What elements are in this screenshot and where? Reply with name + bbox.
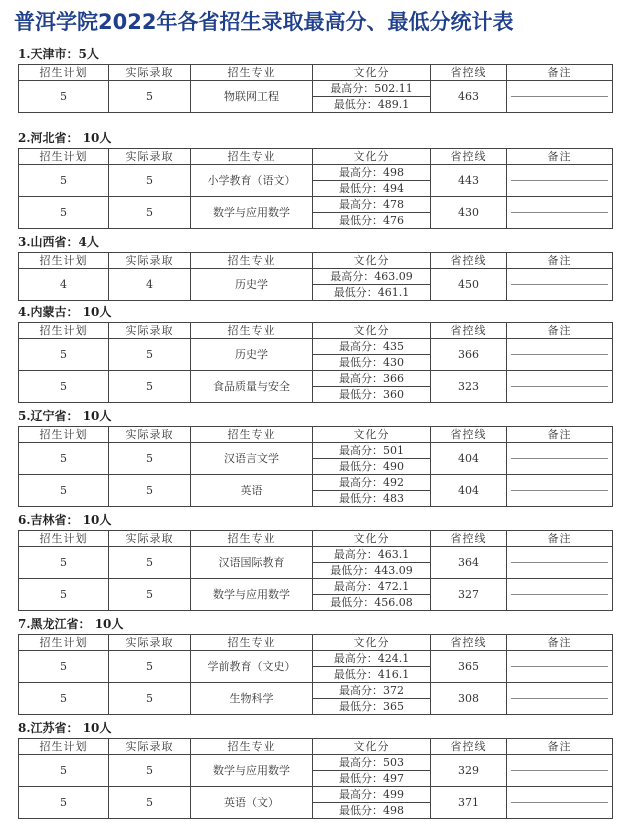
plan-header: 招生计划: [19, 149, 109, 165]
admitted-cell: 5: [109, 443, 191, 475]
control-line-header: 省控线: [431, 427, 507, 443]
note-divider: [511, 212, 608, 213]
max-score-cell: 最高分：463.1: [313, 547, 431, 563]
min-score-cell: 最低分：456.08: [313, 595, 431, 611]
admitted-cell: 5: [109, 165, 191, 197]
max-score-cell: 最高分：366: [313, 371, 431, 387]
province-section: [18, 719, 612, 819]
admitted-header: 实际录取: [109, 65, 191, 81]
min-score-cell: 最低分：430: [313, 355, 431, 371]
plan-cell: 4: [19, 269, 109, 301]
max-score-cell: 最高分：478: [313, 197, 431, 213]
admission-table: [18, 426, 613, 507]
control-line-cell: 404: [431, 475, 507, 507]
major-header: 招生专业: [191, 149, 313, 165]
min-score-cell: 最低分：365: [313, 699, 431, 715]
plan-cell: 5: [19, 165, 109, 197]
min-score-cell: 最低分：476: [313, 213, 431, 229]
admitted-header: 实际录取: [109, 531, 191, 547]
min-score-cell: 最低分：461.1: [313, 285, 431, 301]
score-header: 文化分: [313, 635, 431, 651]
admission-table: [18, 322, 613, 403]
admitted-header: 实际录取: [109, 323, 191, 339]
admitted-cell: 5: [109, 475, 191, 507]
note-header: 备注: [507, 65, 613, 81]
min-score-cell: 最低分：483: [313, 491, 431, 507]
major-cell: 生物科学: [191, 683, 313, 715]
min-score-cell: 最低分：497: [313, 771, 431, 787]
max-score-cell: 最高分：499: [313, 787, 431, 803]
control-line-header: 省控线: [431, 253, 507, 269]
control-line-cell: 404: [431, 443, 507, 475]
table-row: [19, 197, 613, 213]
note-cell: [507, 755, 613, 787]
note-header: 备注: [507, 635, 613, 651]
max-score-cell: 最高分：503: [313, 755, 431, 771]
score-header: 文化分: [313, 65, 431, 81]
admission-table: [18, 64, 613, 113]
major-header: 招生专业: [191, 635, 313, 651]
max-score-cell: 最高分：498: [313, 165, 431, 181]
major-cell: 学前教育（文史）: [191, 651, 313, 683]
table-header-row: [19, 65, 613, 81]
table-row: [19, 755, 613, 771]
min-score-cell: 最低分：494: [313, 181, 431, 197]
control-line-cell: 443: [431, 165, 507, 197]
score-header: 文化分: [313, 149, 431, 165]
major-cell: 英语（文）: [191, 787, 313, 819]
table-header-row: [19, 253, 613, 269]
plan-cell: 5: [19, 683, 109, 715]
admitted-cell: 5: [109, 371, 191, 403]
major-cell: 数学与应用数学: [191, 197, 313, 229]
admission-table: [18, 252, 613, 301]
section-title: 4.内蒙古： 10人: [18, 305, 112, 319]
note-divider: [511, 354, 608, 355]
max-score-cell: 最高分：372: [313, 683, 431, 699]
note-divider: [511, 284, 608, 285]
plan-cell: 5: [19, 197, 109, 229]
section-title: 1.天津市：5人: [18, 47, 99, 61]
note-header: 备注: [507, 531, 613, 547]
admitted-header: 实际录取: [109, 253, 191, 269]
control-line-header: 省控线: [431, 531, 507, 547]
admitted-cell: 5: [109, 81, 191, 113]
min-score-cell: 最低分：416.1: [313, 667, 431, 683]
plan-header: 招生计划: [19, 65, 109, 81]
section-title: 7.黑龙江省： 10人: [18, 617, 124, 631]
table-row: [19, 651, 613, 667]
control-line-cell: 430: [431, 197, 507, 229]
section-title: 6.吉林省： 10人: [18, 513, 112, 527]
plan-cell: 5: [19, 475, 109, 507]
section-title: 5.辽宁省： 10人: [18, 409, 112, 423]
note-divider: [511, 666, 608, 667]
control-line-header: 省控线: [431, 149, 507, 165]
province-section: [18, 615, 612, 715]
admission-table: [18, 634, 613, 715]
admitted-cell: 5: [109, 683, 191, 715]
note-cell: [507, 651, 613, 683]
table-row: [19, 371, 613, 387]
section-title: 3.山西省：4人: [18, 235, 99, 249]
note-cell: [507, 269, 613, 301]
admitted-header: 实际录取: [109, 739, 191, 755]
note-cell: [507, 197, 613, 229]
table-header-row: [19, 427, 613, 443]
major-cell: 英语: [191, 475, 313, 507]
score-header: 文化分: [313, 323, 431, 339]
min-score-cell: 最低分：489.1: [313, 97, 431, 113]
table-header-row: [19, 531, 613, 547]
note-header: 备注: [507, 739, 613, 755]
plan-cell: 5: [19, 443, 109, 475]
note-divider: [511, 490, 608, 491]
table-row: [19, 547, 613, 563]
plan-header: 招生计划: [19, 531, 109, 547]
admitted-cell: 5: [109, 547, 191, 579]
plan-cell: 5: [19, 579, 109, 611]
admitted-header: 实际录取: [109, 635, 191, 651]
admitted-cell: 4: [109, 269, 191, 301]
major-cell: 历史学: [191, 269, 313, 301]
note-header: 备注: [507, 323, 613, 339]
province-section: [18, 45, 612, 113]
admitted-header: 实际录取: [109, 149, 191, 165]
major-cell: 历史学: [191, 339, 313, 371]
control-line-cell: 323: [431, 371, 507, 403]
table-header-row: [19, 149, 613, 165]
table-row: [19, 339, 613, 355]
control-line-cell: 308: [431, 683, 507, 715]
major-cell: 汉语言文学: [191, 443, 313, 475]
major-cell: 食品质量与安全: [191, 371, 313, 403]
major-header: 招生专业: [191, 427, 313, 443]
plan-header: 招生计划: [19, 635, 109, 651]
admitted-cell: 5: [109, 579, 191, 611]
admission-table: [18, 530, 613, 611]
admitted-header: 实际录取: [109, 427, 191, 443]
plan-cell: 5: [19, 755, 109, 787]
score-header: 文化分: [313, 427, 431, 443]
note-header: 备注: [507, 149, 613, 165]
score-header: 文化分: [313, 531, 431, 547]
province-section: [18, 233, 612, 301]
note-divider: [511, 802, 608, 803]
note-cell: [507, 81, 613, 113]
table-row: [19, 683, 613, 699]
section-title: 2.河北省： 10人: [18, 131, 112, 145]
plan-cell: 5: [19, 787, 109, 819]
note-cell: [507, 371, 613, 403]
major-header: 招生专业: [191, 739, 313, 755]
admitted-cell: 5: [109, 755, 191, 787]
control-line-header: 省控线: [431, 635, 507, 651]
province-section: [18, 129, 612, 229]
admitted-cell: 5: [109, 787, 191, 819]
note-cell: [507, 787, 613, 819]
control-line-header: 省控线: [431, 323, 507, 339]
table-header-row: [19, 635, 613, 651]
control-line-cell: 327: [431, 579, 507, 611]
control-line-cell: 365: [431, 651, 507, 683]
table-row: [19, 579, 613, 595]
major-header: 招生专业: [191, 531, 313, 547]
admitted-cell: 5: [109, 339, 191, 371]
plan-header: 招生计划: [19, 253, 109, 269]
table-row: [19, 787, 613, 803]
control-line-cell: 366: [431, 339, 507, 371]
min-score-cell: 最低分：498: [313, 803, 431, 819]
note-divider: [511, 458, 608, 459]
control-line-cell: 450: [431, 269, 507, 301]
score-header: 文化分: [313, 253, 431, 269]
plan-header: 招生计划: [19, 739, 109, 755]
control-line-header: 省控线: [431, 65, 507, 81]
table-header-row: [19, 739, 613, 755]
table-row: [19, 269, 613, 285]
control-line-cell: 329: [431, 755, 507, 787]
table-row: [19, 443, 613, 459]
note-cell: [507, 683, 613, 715]
note-cell: [507, 475, 613, 507]
min-score-cell: 最低分：490: [313, 459, 431, 475]
plan-header: 招生计划: [19, 427, 109, 443]
max-score-cell: 最高分：435: [313, 339, 431, 355]
plan-cell: 5: [19, 651, 109, 683]
score-header: 文化分: [313, 739, 431, 755]
note-cell: [507, 339, 613, 371]
note-divider: [511, 594, 608, 595]
admitted-cell: 5: [109, 651, 191, 683]
major-cell: 汉语国际教育: [191, 547, 313, 579]
note-divider: [511, 180, 608, 181]
province-section: [18, 303, 612, 403]
max-score-cell: 最高分：472.1: [313, 579, 431, 595]
note-cell: [507, 165, 613, 197]
admission-table: [18, 738, 613, 819]
major-cell: 数学与应用数学: [191, 579, 313, 611]
note-cell: [507, 579, 613, 611]
note-divider: [511, 386, 608, 387]
province-section: [18, 407, 612, 507]
major-cell: 数学与应用数学: [191, 755, 313, 787]
table-row: [19, 81, 613, 97]
max-score-cell: 最高分：492: [313, 475, 431, 491]
max-score-cell: 最高分：424.1: [313, 651, 431, 667]
major-cell: 物联网工程: [191, 81, 313, 113]
control-line-cell: 463: [431, 81, 507, 113]
note-header: 备注: [507, 253, 613, 269]
plan-cell: 5: [19, 371, 109, 403]
major-header: 招生专业: [191, 253, 313, 269]
max-score-cell: 最高分：501: [313, 443, 431, 459]
note-header: 备注: [507, 427, 613, 443]
plan-cell: 5: [19, 339, 109, 371]
table-row: [19, 475, 613, 491]
note-divider: [511, 96, 608, 97]
control-line-header: 省控线: [431, 739, 507, 755]
major-header: 招生专业: [191, 323, 313, 339]
plan-header: 招生计划: [19, 323, 109, 339]
note-cell: [507, 547, 613, 579]
note-cell: [507, 443, 613, 475]
min-score-cell: 最低分：443.09: [313, 563, 431, 579]
max-score-cell: 最高分：502.11: [313, 81, 431, 97]
admission-table: [18, 148, 613, 229]
table-row: [19, 165, 613, 181]
note-divider: [511, 698, 608, 699]
major-header: 招生专业: [191, 65, 313, 81]
control-line-cell: 371: [431, 787, 507, 819]
min-score-cell: 最低分：360: [313, 387, 431, 403]
table-header-row: [19, 323, 613, 339]
note-divider: [511, 770, 608, 771]
page-title: 普洱学院2022年各省招生录取最高分、最低分统计表: [14, 10, 514, 34]
section-title: 8.江苏省： 10人: [18, 721, 112, 735]
control-line-cell: 364: [431, 547, 507, 579]
max-score-cell: 最高分：463.09: [313, 269, 431, 285]
admitted-cell: 5: [109, 197, 191, 229]
major-cell: 小学教育（语文）: [191, 165, 313, 197]
province-section: [18, 511, 612, 611]
note-divider: [511, 562, 608, 563]
plan-cell: 5: [19, 547, 109, 579]
plan-cell: 5: [19, 81, 109, 113]
